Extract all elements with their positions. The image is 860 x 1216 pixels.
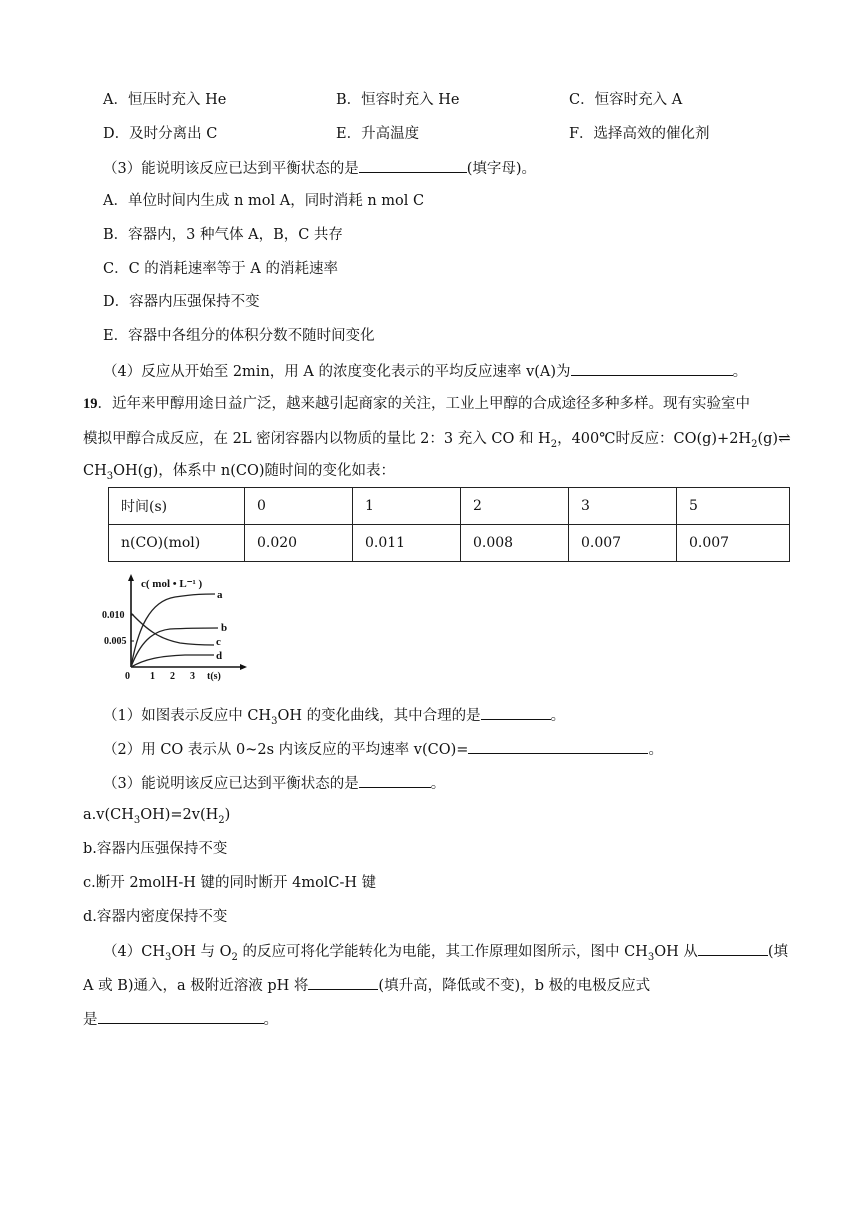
q18-3-option-e: E．容器中各组分的体积分数不随时间变化 [103,328,375,344]
q19-1-answer-blank[interactable] [481,704,551,720]
q19-line3 [83,461,395,481]
q18-4-answer-blank[interactable] [571,360,733,376]
q19-line3-a: CH [83,463,107,479]
q19-3-opt-a-1: a.v(CH [83,807,134,823]
q19-line3-b: OH(g)，体系中 n(CO)随时间的变化如表： [113,463,395,479]
q19-4-l2-b: (填升高，降低或不变)，b 极的电极反应式 [378,978,651,994]
q18-3-option-d: D．容器内压强保持不变 [103,294,260,310]
q19-3-opt-a-3: ) [224,807,231,823]
q19-line2-b: ，400℃时反应：CO(g)+2H [557,431,752,447]
curve-label: d [216,650,223,662]
q19-line2-c: (g) [757,431,779,447]
q18-3-answer-blank[interactable] [359,157,467,173]
graph-ytick: 0.010 [102,610,125,621]
q19-4-l1-a: （4）CH [103,944,165,960]
q18-4-prefix: （4）反应从开始至 2min，用 A 的浓度变化表示的平均反应速率 v(A)为 [103,364,571,380]
q19-2-answer-blank[interactable] [468,738,648,754]
curve-label: b [221,622,228,634]
q19-4-line3 [83,1008,278,1030]
q19-1-prefix-b: OH 的变化曲线，其中合理的是 [277,708,481,724]
q18-3-suffix: (填字母)。 [466,161,537,177]
table-cell: 0.007 [569,525,677,562]
q18-option-c: C．恒容时充入 A [569,92,683,108]
q19-4-l1-d: OH 从 [654,944,698,960]
q19-4-l3-b: 。 [263,1012,278,1028]
q18-3-option-c: C．C 的消耗速率等于 A 的消耗速率 [103,261,338,277]
table-header-cell: 3 [569,488,677,525]
q19-3-prompt [103,772,445,794]
q19-line2-sub2: 2 [751,438,758,450]
q19-1-prompt [103,704,565,726]
curve-label: a [217,589,223,601]
q19-4-electrode-blank[interactable] [98,1008,264,1024]
q19-4-l3-a: 是 [83,1012,98,1028]
graph-xtick: 0 [125,671,130,682]
graph-ytick: 0.005 [104,636,127,647]
q18-3-option-a: A．单位时间内生成 n mol A，同时消耗 n mol C [103,193,425,209]
q19-4-line2 [83,974,650,996]
q19-3-option-c: c.断开 2molH-H 键的同时断开 4molC-H 键 [83,875,377,891]
graph-xtick: 2 [170,671,175,682]
q18-3-prefix: （3）能说明该反应已达到平衡状态的是 [103,161,359,177]
q19-3-opt-a-sub2: 2 [218,814,225,826]
concentration-time-graph [100,573,250,685]
q19-1-suffix: 。 [550,708,566,724]
q19-3-opt-a-sub: 3 [133,814,141,826]
q19-4-line1 [103,940,788,962]
q19-line2 [83,428,791,449]
q19-4-l1-e: (填 [767,944,789,960]
q19-2-prefix: （2）用 CO 表示从 0~2s 内该反应的平均速率 v(CO)= [103,742,469,758]
table-cell: 0.008 [461,525,569,562]
table-cell: n(CO)(mol) [109,525,245,562]
q19-1-prefix-a: （1）如图表示反应中 CH [103,708,272,724]
graph-xtick: 3 [190,671,195,682]
q19-4-l1-sub: 3 [164,951,172,963]
table-header-cell: 5 [677,488,790,525]
q19-3-prefix: （3）能说明该反应已达到平衡状态的是 [103,776,359,792]
q19-4-l1-b: OH 与 O [171,944,232,960]
q19-3-suffix: 。 [430,776,446,792]
n-co-time-table [108,487,790,562]
table-cell: 0.007 [677,525,790,562]
q19-3-option-b: b.容器内压强保持不变 [83,841,228,857]
graph-xtick: 1 [150,671,155,682]
q19-3-option-d: d.容器内密度保持不变 [83,909,228,925]
q18-4-suffix: 。 [732,364,748,380]
q19-line1-text: ．近年来甲醇用途日益广泛，越来越引起商家的关注，工业上甲醇的合成途径多种多样。现有实验室中 [97,396,750,412]
q19-2-prompt [103,738,663,760]
q18-3-prompt [103,157,536,179]
q19-1-sub: 3 [271,715,278,727]
curve-label: c [216,636,221,648]
table-header-cell: 0 [245,488,353,525]
table-cell: 0.011 [353,525,461,562]
q19-4-l2-a: A 或 B)通入，a 极附近溶液 pH 将 [83,978,309,994]
q18-option-b: B．恒容时充入 He [336,92,460,108]
x-axis-arrow-icon [240,664,247,670]
q19-line2-sub: 2 [550,438,558,450]
y-axis-arrow-icon [128,574,134,581]
table-row [109,525,790,562]
curve-d [131,655,214,667]
q19-4-ph-blank[interactable] [308,974,378,990]
graph-ylabel: c( mol • L⁻¹ ) [141,578,203,590]
q18-3-option-b: B．容器内，3 种气体 A，B，C 共存 [103,227,343,243]
table-cell: 0.020 [245,525,353,562]
q19-3-opt-a-2: OH)=2v(H [140,807,219,823]
table-row [109,488,790,525]
q19-3-option-a [83,805,230,825]
q18-option-d: D．及时分离出 C [103,126,218,142]
graph-xtick: t(s) [207,671,221,682]
q19-number: 19 [83,396,98,412]
table-header-cell: 1 [353,488,461,525]
q19-3-answer-blank[interactable] [359,772,431,788]
q18-option-a: A．恒压时充入 He [103,92,227,108]
table-header-cell: 2 [461,488,569,525]
q18-option-e: E．升高温度 [336,126,420,142]
q19-4-l1-c: 的反应可将化学能转化为电能，其工作原理如图所示，图中 CH [237,944,648,960]
q19-line3-sub: 3 [106,470,114,482]
q19-2-suffix: 。 [648,742,663,758]
q18-4-prompt [103,360,747,382]
table-header-cell: 时间(s) [109,488,245,525]
q19-4-l1-sub3: 3 [647,951,655,963]
q19-4-l1-sub2: 2 [231,951,238,963]
q18-option-f: F．选择高效的催化剂 [569,126,710,142]
q19-line2-a: 模拟甲醇合成反应，在 2L 密闭容器内以物质的量比 2：3 充入 CO 和 H [83,431,551,447]
q19-line1 [83,394,750,414]
q19-4-inlet-blank[interactable] [698,940,768,956]
equilibrium-arrow-icon: ⇌ [778,429,791,447]
